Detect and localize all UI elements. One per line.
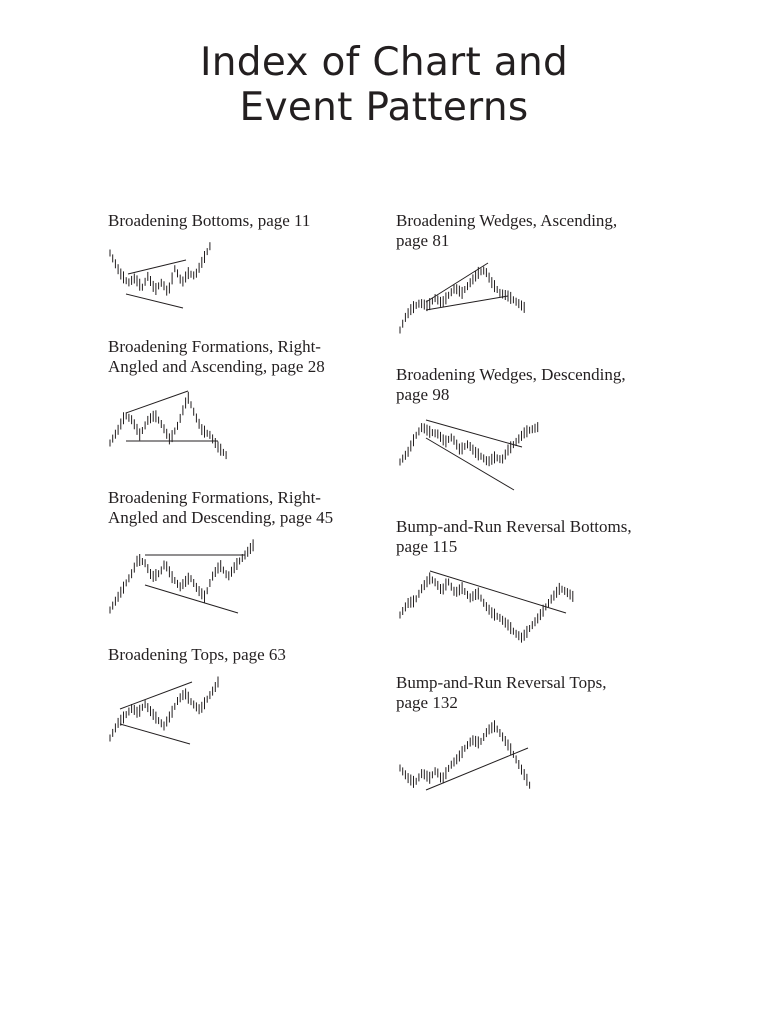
entry-label-line: Broadening Wedges, Descending, bbox=[396, 365, 626, 384]
title-line-1: Index of Chart and bbox=[199, 40, 569, 85]
entry-label bbox=[396, 211, 617, 251]
trend-line bbox=[126, 391, 188, 413]
broadening-wedges-descending-pattern-illustration bbox=[390, 412, 550, 497]
entry-broadening-formations-descending bbox=[108, 488, 333, 528]
entry-label bbox=[108, 488, 333, 528]
entry-label bbox=[108, 211, 310, 231]
entry-label-line: page 115 bbox=[396, 537, 458, 556]
entry-broadening-formations-ascending bbox=[108, 337, 325, 377]
entry-label-line: Broadening Formations, Right- bbox=[108, 488, 321, 507]
entry-label-line: page 81 bbox=[396, 231, 450, 250]
entry-label-line: page 98 bbox=[396, 385, 450, 404]
bump-and-run-tops-pattern-illustration bbox=[390, 718, 535, 803]
broadening-tops-pattern-illustration bbox=[100, 668, 230, 753]
entry-label-line: Bump-and-Run Reversal Tops, bbox=[396, 673, 607, 692]
trend-line bbox=[145, 585, 238, 613]
entry-broadening-bottoms bbox=[108, 211, 310, 231]
trend-line bbox=[426, 263, 488, 302]
bump-and-run-bottoms-pattern-illustration bbox=[390, 563, 585, 653]
entry-label-line: Broadening Formations, Right- bbox=[108, 337, 321, 356]
entry-broadening-wedges-descending bbox=[396, 365, 626, 405]
entry-label bbox=[396, 673, 607, 713]
page-title bbox=[0, 40, 768, 130]
entry-label bbox=[108, 337, 325, 377]
trend-line bbox=[120, 724, 190, 744]
broadening-bottoms-pattern-illustration bbox=[100, 238, 220, 318]
entry-label-line: page 132 bbox=[396, 693, 458, 712]
entry-label-line: Broadening Wedges, Ascending, bbox=[396, 211, 618, 230]
broadening-formations-descending-pattern-illustration bbox=[100, 535, 265, 625]
entry-label bbox=[396, 517, 632, 557]
entry-broadening-tops bbox=[108, 645, 286, 665]
trend-line bbox=[120, 682, 192, 709]
entry-label-line: Broadening Bottoms, page 11 bbox=[108, 211, 311, 230]
broadening-formations-ascending-pattern-illustration bbox=[100, 385, 240, 470]
entry-label bbox=[108, 645, 286, 665]
entry-label-line: Broadening Tops, page 63 bbox=[108, 645, 286, 664]
title-line-2: Event Patterns bbox=[239, 85, 529, 130]
entry-broadening-wedges-ascending bbox=[396, 211, 617, 251]
entry-bump-and-run-bottoms bbox=[396, 517, 632, 557]
trend-line bbox=[126, 294, 183, 308]
trend-line bbox=[430, 571, 566, 613]
entry-bump-and-run-tops bbox=[396, 673, 607, 713]
entry-label-line: Angled and Descending, page 45 bbox=[108, 508, 334, 527]
entry-label bbox=[396, 365, 626, 405]
trend-line bbox=[426, 748, 528, 790]
entry-label-line: Angled and Ascending, page 28 bbox=[108, 357, 325, 376]
entry-label-line: Bump-and-Run Reversal Bottoms, bbox=[396, 517, 632, 536]
broadening-wedges-ascending-pattern-illustration bbox=[390, 258, 535, 348]
